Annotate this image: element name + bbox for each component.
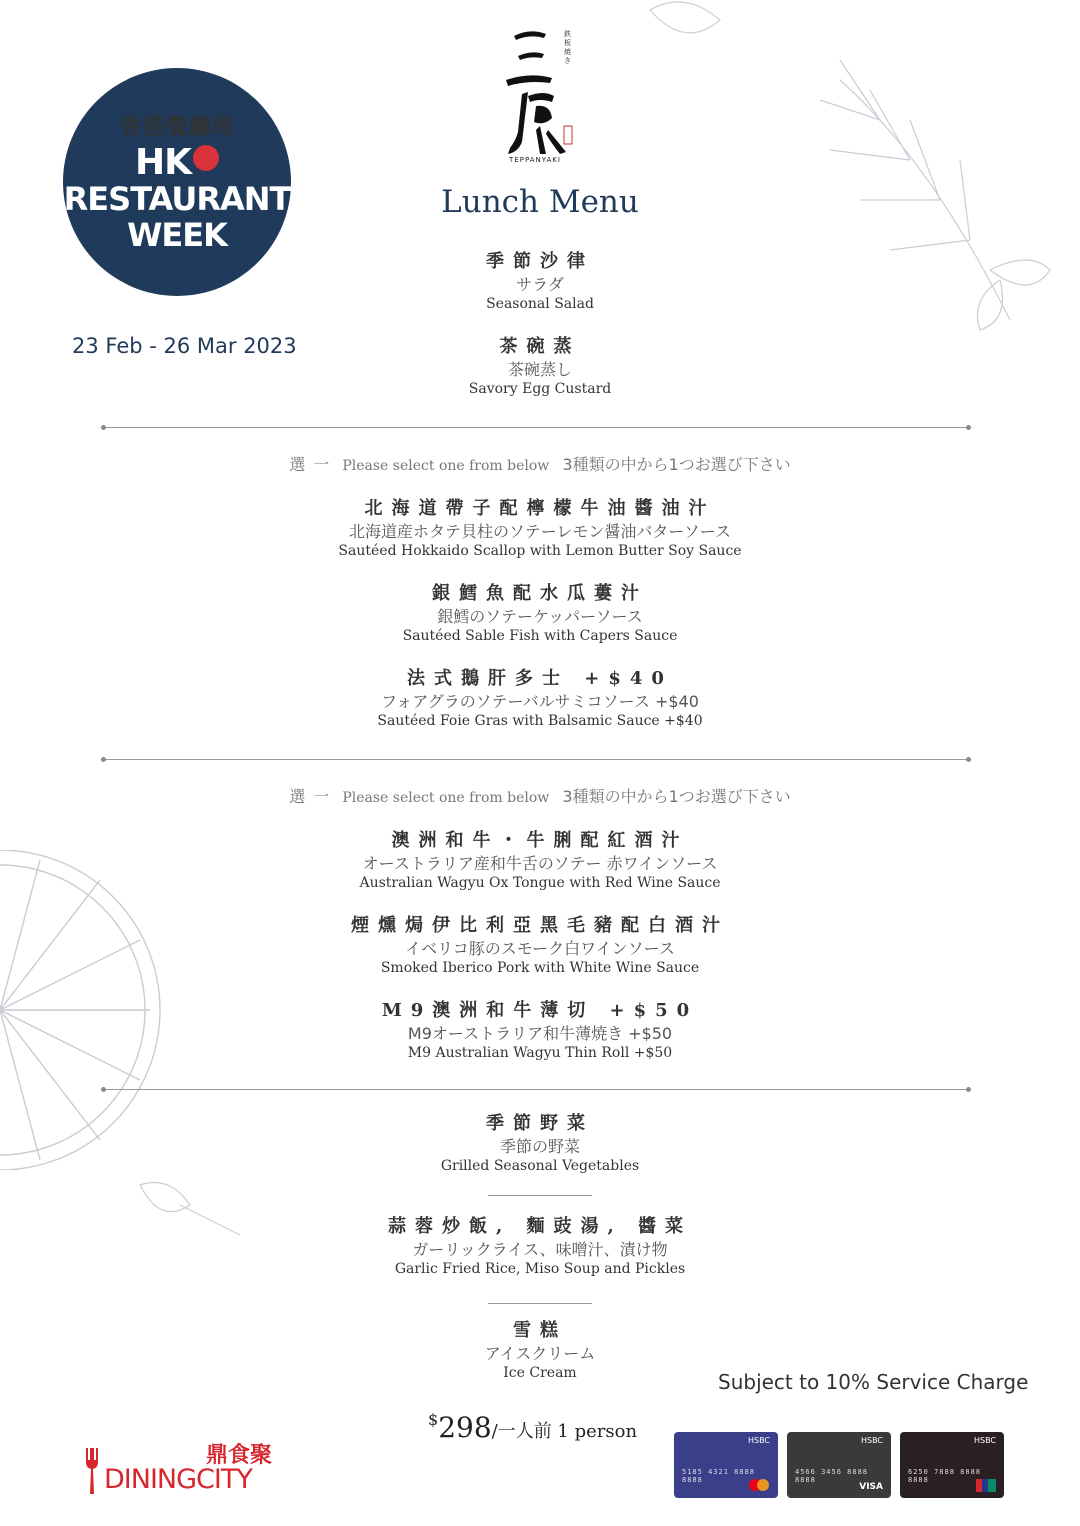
diningcity-en: DININGCITY — [104, 1464, 252, 1495]
credit-card — [900, 1432, 1004, 1498]
item-zh: 煙燻焗伊比利亞黑毛豬配白酒汁 — [351, 915, 729, 936]
restaurant-logo — [500, 22, 580, 157]
item-en: Australian Wagyu Ox Tongue with Red Wine Sauce — [359, 874, 721, 891]
item-en: Ice Cream — [503, 1364, 577, 1381]
item-jp: 茶碗蒸し — [507, 359, 572, 379]
item-zh: 茶碗蒸 — [499, 336, 581, 357]
item-jp: ガーリックライス、味噌汁、漬け物 — [412, 1239, 668, 1259]
card-brand: HSBC — [973, 1436, 996, 1445]
select-prompt-jp: 3種類の中から1つお選び下さい — [562, 787, 791, 806]
item-zh: 雪糕 — [513, 1320, 567, 1341]
item-zh: 季節沙律 — [486, 251, 594, 272]
card-number: 5185 4321 8888 8888 — [682, 1468, 756, 1484]
badge-zh-title: 香港餐廳周 — [119, 115, 235, 140]
item-zh: 蒜蓉炒飯, 麵豉湯, 醬菜 — [387, 1216, 693, 1237]
item-jp: サラダ — [516, 274, 564, 294]
item-jp: 銀鱈のソテーケッパーソース — [437, 606, 643, 626]
diningcity-zh: 鼎食聚 — [206, 1443, 273, 1468]
price — [428, 1410, 637, 1444]
item-jp: 季節の野菜 — [499, 1136, 580, 1156]
diningcity-logo — [82, 1438, 287, 1500]
item-jp: イベリコ豚のスモーク白ワインソース — [405, 938, 675, 958]
select-prompt — [0, 784, 1080, 807]
section-divider — [104, 1089, 968, 1090]
item-zh: M9澳洲和牛薄切 +$50 — [381, 1000, 699, 1021]
section-divider — [104, 759, 968, 760]
card-brand: HSBC — [860, 1436, 883, 1445]
card-brand: HSBC — [747, 1436, 770, 1445]
menu-item — [0, 497, 1080, 560]
item-en: M9 Australian Wagyu Thin Roll +$50 — [407, 1044, 673, 1061]
item-jp: 北海道産ホタテ貝柱のソテーレモン醤油バターソース — [349, 521, 731, 541]
menu-item — [0, 914, 1080, 977]
item-zh: 北海道帶子配檸檬牛油醬油汁 — [364, 498, 716, 519]
credit-card — [787, 1432, 891, 1498]
logo-tagline: TEPPANYAKI — [509, 156, 561, 164]
menu-item — [0, 1215, 1080, 1278]
item-divider — [488, 1195, 592, 1196]
menu-item — [0, 829, 1080, 892]
card-network: VISA — [859, 1482, 883, 1492]
price-currency: $ — [428, 1410, 439, 1429]
credit-card — [674, 1432, 778, 1498]
item-en: Garlic Fried Rice, Miso Soup and Pickles — [394, 1260, 686, 1277]
menu-item — [0, 667, 1080, 730]
item-jp: アイスクリーム — [484, 1343, 596, 1363]
card-number: 6250 7888 8888 8888 — [908, 1468, 982, 1484]
item-jp: フォアグラのソテーバルサミコソース +$40 — [381, 691, 699, 711]
item-en: Smoked Iberico Pork with White Wine Sauce — [380, 959, 700, 976]
item-en: Sautéed Sable Fish with Capers Sauce — [402, 627, 678, 644]
item-en: Savory Egg Custard — [468, 380, 612, 397]
svg-text:鉄: 鉄 — [564, 30, 571, 38]
price-amount: 298 — [438, 1411, 492, 1444]
item-zh: 銀鱈魚配水瓜蔞汁 — [432, 583, 648, 604]
price-per: /一人前 1 person — [491, 1421, 638, 1442]
select-prompt-jp: 3種類の中から1つお選び下さい — [562, 455, 791, 474]
svg-text:き: き — [564, 57, 571, 65]
item-en: Seasonal Salad — [486, 295, 594, 312]
menu-item — [0, 250, 1080, 313]
badge-line-2: WEEK — [127, 216, 227, 254]
item-zh: 法式鵝肝多士 +$40 — [407, 668, 673, 689]
svg-text:焼: 焼 — [564, 48, 571, 56]
item-zh: 澳洲和牛・牛脷配紅酒汁 — [391, 830, 689, 851]
fork-icon — [84, 1448, 100, 1494]
badge-line-1: RESTAURANT — [63, 180, 291, 218]
select-prompt-en: Please select one from below — [342, 458, 550, 474]
card-number: 4566 3456 8888 8888 — [795, 1468, 869, 1484]
service-charge-note: Subject to 10% Service Charge — [718, 1370, 1029, 1394]
mastercard-icon — [748, 1478, 770, 1492]
event-dates: 23 Feb - 26 Mar 2023 — [72, 334, 297, 358]
menu-item — [0, 1112, 1080, 1175]
item-divider — [488, 1303, 592, 1304]
leaf-illustration — [645, 0, 725, 50]
item-zh: 季節野菜 — [486, 1113, 594, 1134]
select-prompt-zh: 選一 — [289, 787, 338, 806]
svg-text:板: 板 — [564, 39, 571, 47]
unionpay-icon — [976, 1479, 996, 1492]
select-prompt-zh: 選一 — [289, 455, 338, 474]
item-en: Sautéed Foie Gras with Balsamic Sauce +$40 — [377, 712, 703, 729]
item-en: Grilled Seasonal Vegetables — [440, 1157, 640, 1174]
item-jp: M9オーストラリア和牛薄焼き +$50 — [407, 1023, 673, 1043]
item-en: Sautéed Hokkaido Scallop with Lemon Butter Soy Sauce — [338, 542, 742, 559]
menu-item — [0, 582, 1080, 645]
menu-item — [0, 999, 1080, 1062]
select-prompt — [0, 452, 1080, 475]
page-title: Lunch Menu — [441, 184, 639, 220]
item-jp: オーストラリア産和牛舌のソテー 赤ワインソース — [362, 853, 718, 873]
select-prompt-en: Please select one from below — [342, 790, 550, 806]
badge-hk-text: HK — [134, 142, 192, 183]
menu-item — [0, 335, 1080, 398]
section-divider — [104, 427, 968, 428]
